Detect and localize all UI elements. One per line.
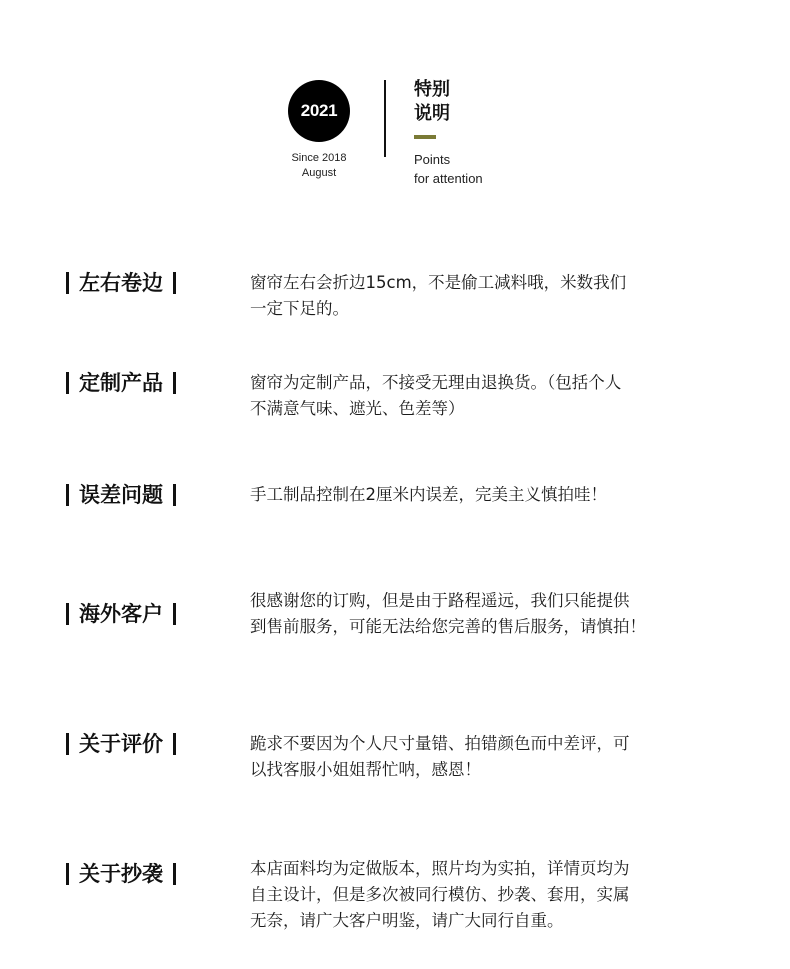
since-line-2: August — [301, 167, 337, 179]
section-title — [66, 730, 176, 758]
section-title — [66, 600, 176, 628]
section-body — [250, 731, 730, 783]
section-title — [66, 481, 176, 509]
section-body-line: 到售前服务，可能无法给您完善的售后服务，请慎拍！ — [250, 617, 646, 636]
section-body — [250, 482, 730, 508]
title-bar-right — [173, 372, 176, 394]
header — [0, 0, 790, 200]
header-divider — [384, 80, 386, 157]
header-title — [414, 78, 450, 126]
section-title-text: 海外客户 — [79, 602, 163, 626]
section-body-line: 窗帘左右会折边15cm，不是偷工减料哦，米数我们 — [250, 273, 627, 292]
section-body — [250, 588, 730, 640]
title-bar-left — [66, 863, 69, 885]
section-body-line: 窗帘为定制产品，不接受无理由退换货。（包括个人 — [250, 373, 622, 392]
section-title — [66, 860, 176, 888]
section-body-line: 很感谢您的订购，但是由于路程遥远，我们只能提供 — [250, 591, 630, 610]
title-bar-left — [66, 272, 69, 294]
section-title-text: 左右卷边 — [79, 271, 163, 295]
year-badge — [288, 80, 350, 142]
section-body-line: 本店面料均为定做版本，照片均为实拍，详情页均为 — [250, 859, 630, 878]
title-bar-left — [66, 372, 69, 394]
header-subtitle-line-2: for attention — [414, 171, 483, 186]
header-subtitle — [414, 150, 483, 188]
title-bar-left — [66, 484, 69, 506]
section-title — [66, 369, 176, 397]
section-title — [66, 269, 176, 297]
section-body-line: 一定下足的。 — [250, 299, 349, 318]
section-body — [250, 270, 730, 322]
section-title-text: 定制产品 — [79, 371, 163, 395]
title-bar-right — [173, 603, 176, 625]
year-text: 2021 — [300, 101, 338, 120]
since-date — [269, 151, 369, 181]
section-title-text: 关于评价 — [79, 732, 163, 756]
title-bar-left — [66, 733, 69, 755]
section-title-text: 误差问题 — [79, 483, 163, 507]
section-body-line: 跪求不要因为个人尺寸量错、拍错颜色而中差评，可 — [250, 734, 630, 753]
accent-bar — [414, 135, 436, 139]
section-body — [250, 370, 730, 422]
title-bar-right — [173, 733, 176, 755]
title-bar-right — [173, 863, 176, 885]
section-body — [250, 856, 730, 934]
section-title-text: 关于抄袭 — [79, 862, 163, 886]
title-bar-left — [66, 603, 69, 625]
header-title-line-1: 特别 — [414, 79, 450, 100]
title-bar-right — [173, 272, 176, 294]
since-line-1: Since 2018 — [291, 152, 347, 164]
section-body-line: 手工制品控制在2厘米内误差，完美主义慎拍哇！ — [250, 485, 607, 504]
header-title-line-2: 说明 — [414, 103, 450, 124]
section-body-line: 无奈，请广大客户明鉴，请广大同行自重。 — [250, 911, 564, 930]
section-body-line: 不满意气味、遮光、色差等） — [250, 399, 465, 418]
section-body-line: 以找客服小姐姐帮忙呐，感恩！ — [250, 760, 481, 779]
title-bar-right — [173, 484, 176, 506]
header-subtitle-line-1: Points — [414, 152, 451, 167]
section-body-line: 自主设计，但是多次被同行模仿、抄袭、套用，实属 — [250, 885, 630, 904]
